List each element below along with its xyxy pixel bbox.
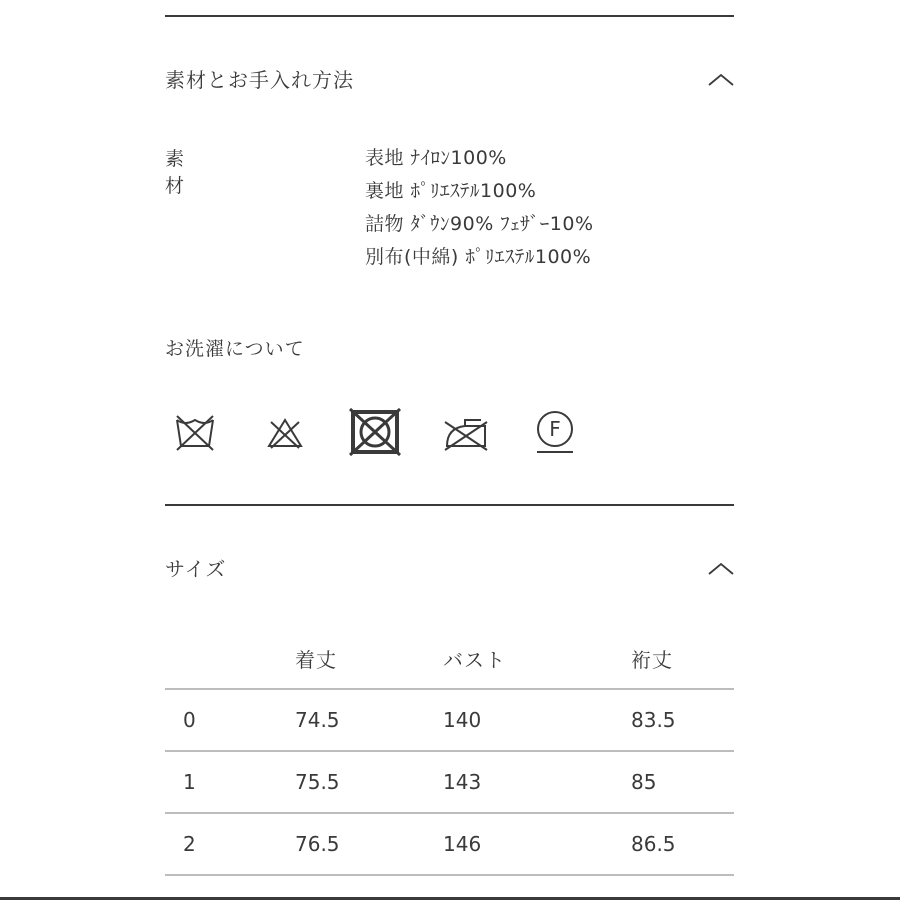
table-row xyxy=(165,689,734,751)
dry-clean-letter: F xyxy=(549,417,561,441)
material-label: 素材 xyxy=(165,148,186,197)
size-cell: 1 xyxy=(165,751,294,813)
chevron-up-icon[interactable] xyxy=(708,559,734,577)
material-lines xyxy=(365,144,594,276)
size-section-header[interactable] xyxy=(165,553,734,582)
length-cell: 74.5 xyxy=(294,689,442,751)
size-table xyxy=(165,628,734,876)
dry-clean-f-icon xyxy=(533,408,577,456)
care-section-header[interactable] xyxy=(165,64,734,93)
length-cell: 75.5 xyxy=(294,751,442,813)
column-header-sleeve: 裄丈 xyxy=(631,647,673,672)
do-not-wash-icon xyxy=(173,412,217,452)
table-row xyxy=(165,751,734,813)
washing-title: お洗濯について xyxy=(165,338,305,360)
do-not-bleach-icon xyxy=(265,416,305,450)
material-line: 詰物 ﾀﾞｳﾝ90% ﾌｪｻﾞｰ10% xyxy=(365,213,594,235)
material-line: 裏地 ﾎﾟﾘｴｽﾃﾙ100% xyxy=(365,180,537,202)
material-line: 別布(中綿) ﾎﾟﾘｴｽﾃﾙ100% xyxy=(365,246,592,268)
top-divider xyxy=(165,15,734,17)
size-section-title: サイズ xyxy=(165,557,227,581)
column-header-length: 着丈 xyxy=(295,647,337,672)
size-cell: 2 xyxy=(165,813,294,875)
column-header-size xyxy=(165,628,294,689)
care-section-title: 素材とお手入れ方法 xyxy=(165,68,354,92)
sleeve-cell: 86.5 xyxy=(630,813,734,875)
section-divider xyxy=(165,504,734,506)
material-line: 表地 ﾅｲﾛﾝ100% xyxy=(365,147,507,169)
chevron-up-icon[interactable] xyxy=(708,70,734,88)
table-row xyxy=(165,813,734,875)
do-not-tumble-dry-icon xyxy=(347,407,403,457)
length-cell: 76.5 xyxy=(294,813,442,875)
size-cell: 0 xyxy=(165,689,294,751)
bust-cell: 146 xyxy=(442,813,630,875)
size-table-header xyxy=(165,628,734,689)
bust-cell: 143 xyxy=(442,751,630,813)
sleeve-cell: 85 xyxy=(630,751,734,813)
column-header-bust: バスト xyxy=(443,647,506,672)
do-not-iron-icon xyxy=(441,412,491,452)
bust-cell: 140 xyxy=(442,689,630,751)
sleeve-cell: 83.5 xyxy=(630,689,734,751)
